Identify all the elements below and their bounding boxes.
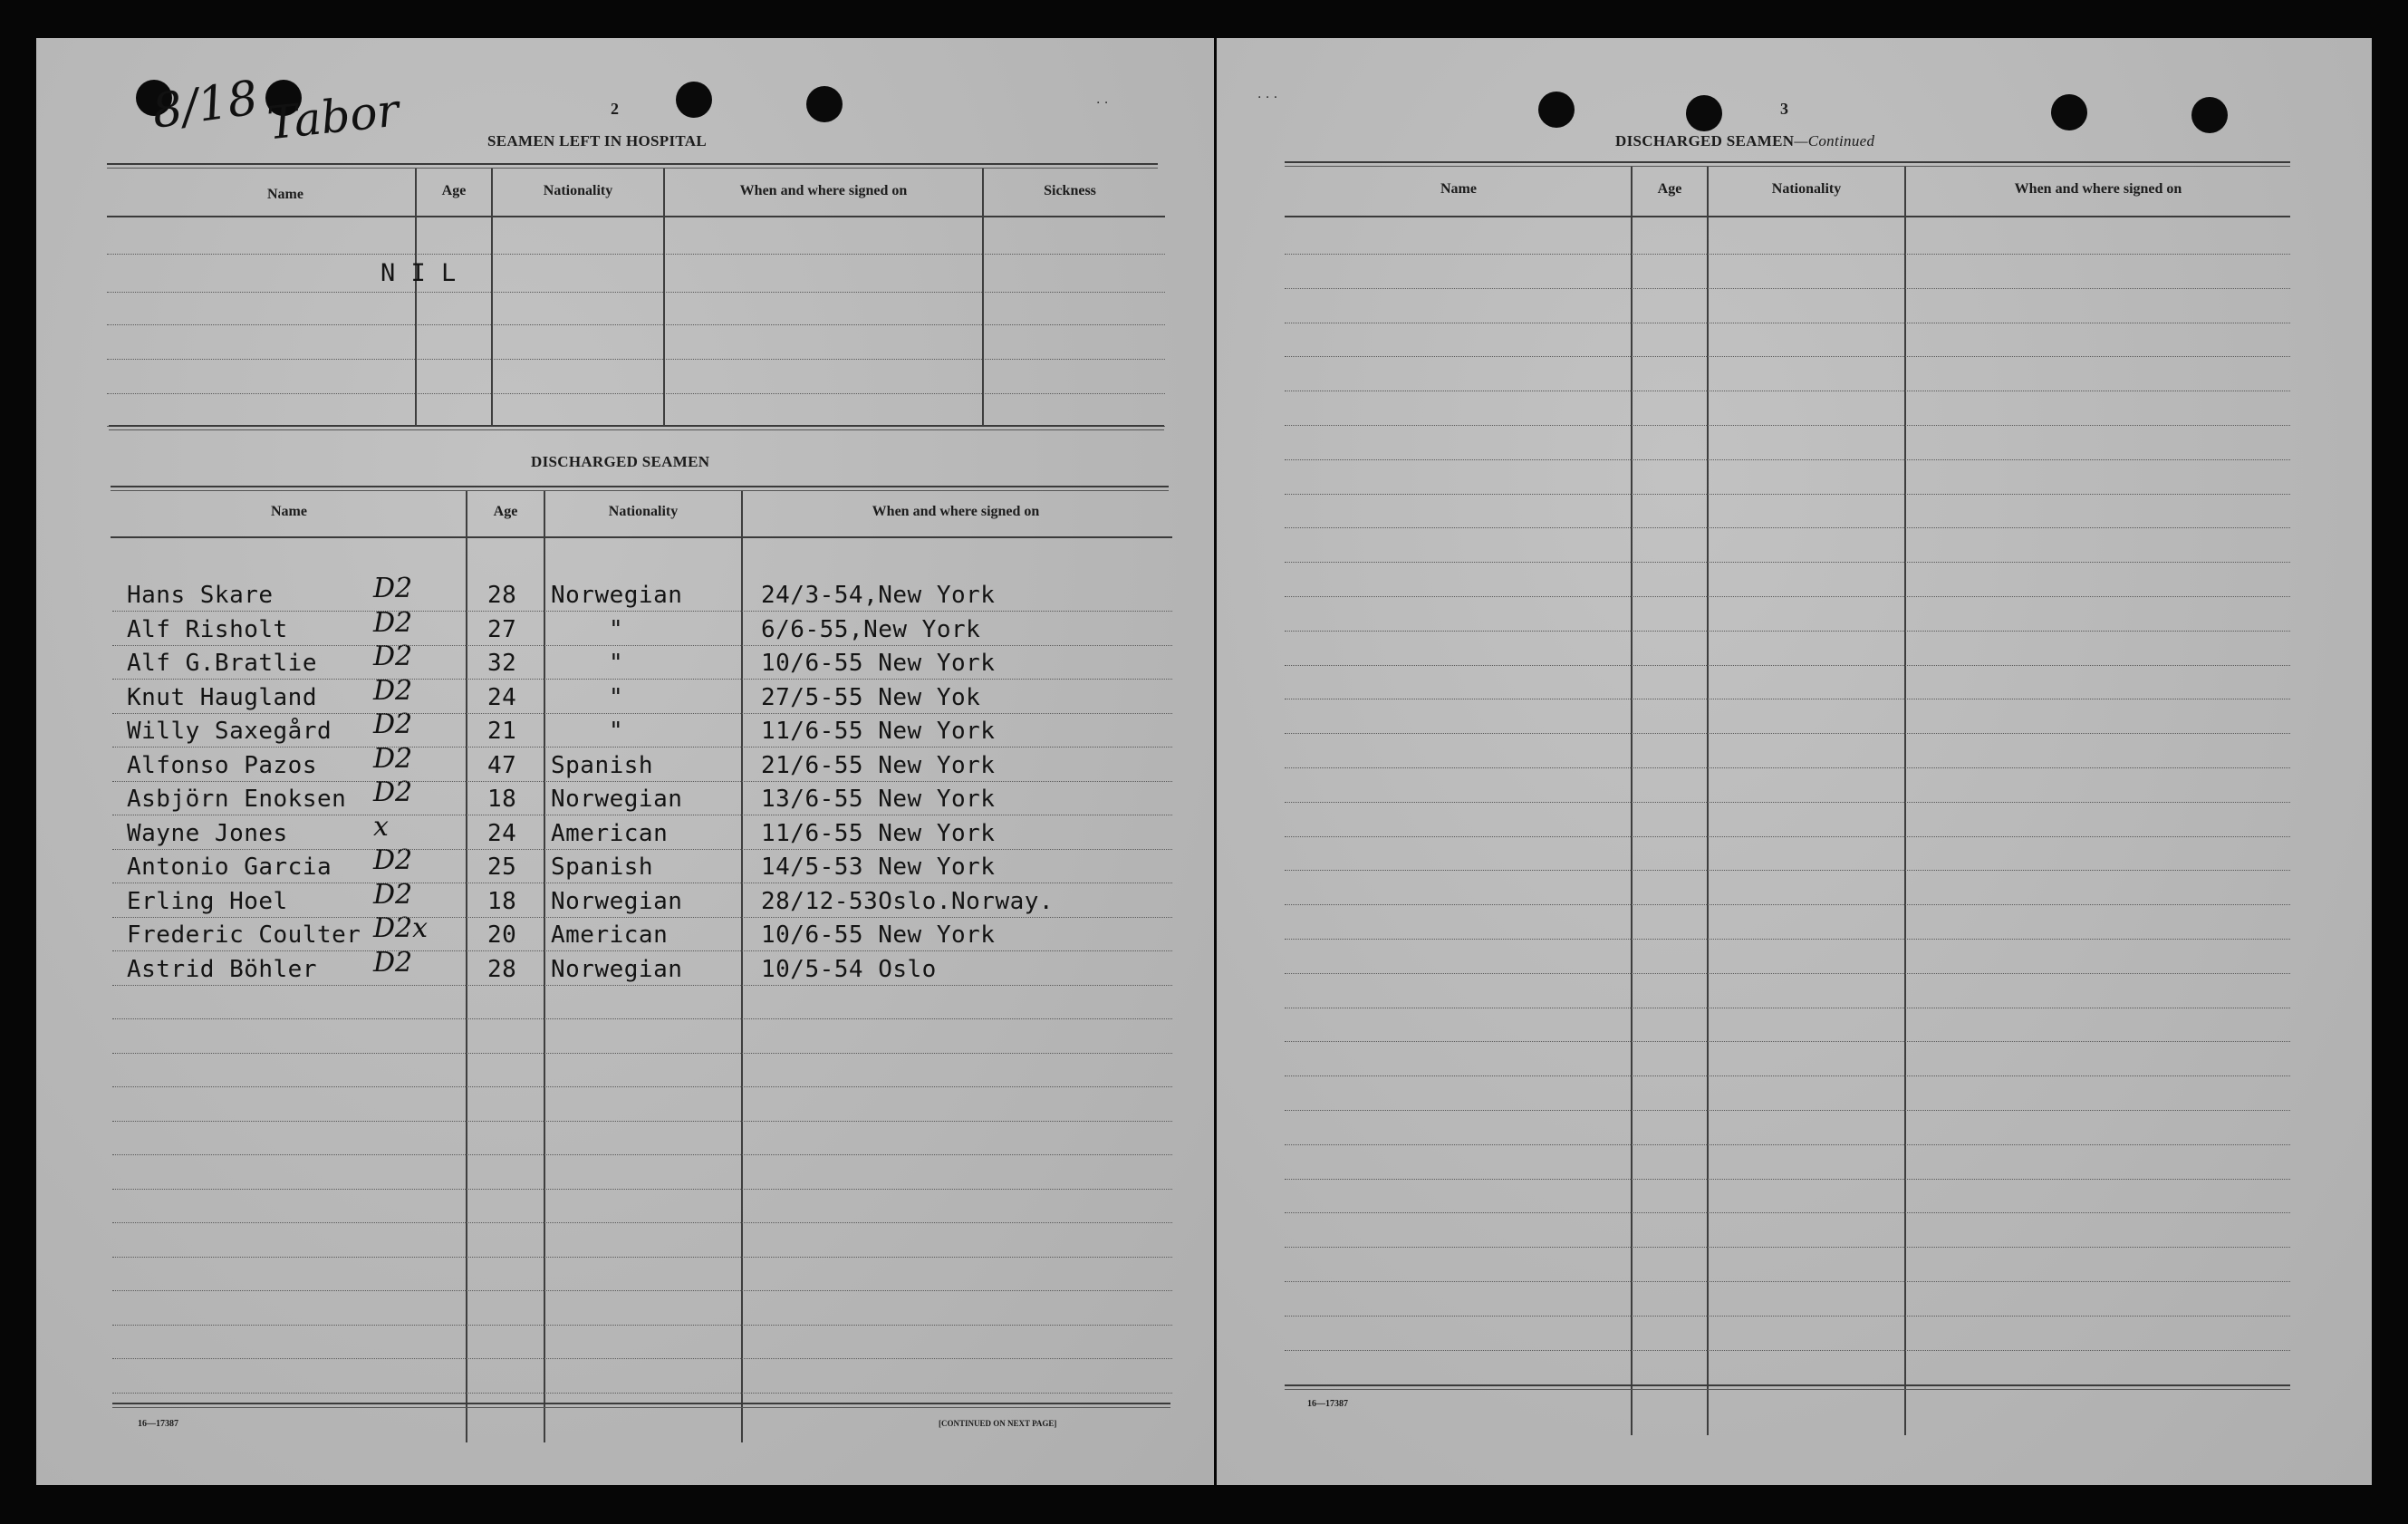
row-rule: [1285, 904, 2290, 905]
row-rule: [1285, 1316, 2290, 1317]
col-header-name: Name: [271, 504, 307, 519]
col-header-age: Age: [493, 504, 518, 519]
row-rule: [112, 1086, 1172, 1087]
discharge-mark: D2: [373, 573, 413, 604]
row-rule: [112, 1393, 1172, 1394]
row-rule: [1285, 254, 2290, 255]
row-rule: [1285, 870, 2290, 871]
seaman-name: Alf Risholt: [127, 615, 288, 643]
col-header-sickness: Sickness: [1044, 183, 1096, 198]
rule: [111, 486, 1169, 487]
rule: [1285, 1384, 2290, 1386]
seaman-age: 32: [487, 650, 517, 677]
page-specks: · ·: [1096, 96, 1109, 111]
seaman-nationality: ": [609, 615, 624, 643]
column-rule: [491, 169, 493, 426]
row-rule: [1285, 1247, 2290, 1248]
punch-hole: [806, 86, 843, 122]
left-page: [36, 38, 1214, 1485]
seaman-name: Alf G.Bratlie: [127, 650, 317, 677]
row-rule: [112, 1257, 1172, 1258]
row-rule: [1285, 631, 2290, 632]
rule: [1285, 1389, 2290, 1390]
seaman-age: 25: [487, 854, 517, 881]
rule: [1285, 166, 2290, 167]
row-rule: [1285, 1212, 2290, 1213]
signed-on: 27/5-55 New Yok: [761, 683, 981, 711]
col-header-name: Name: [1440, 181, 1477, 197]
discharge-mark: D2: [373, 844, 413, 876]
seaman-age: 21: [487, 718, 517, 745]
row-rule: [1285, 425, 2290, 426]
rule: [112, 1403, 1170, 1404]
row-rule: [112, 747, 1172, 748]
discharged-title: DISCHARGED SEAMEN: [531, 453, 710, 470]
seaman-age: 18: [487, 786, 517, 813]
row-rule: [112, 611, 1172, 612]
rule: [107, 324, 1165, 325]
seaman-nationality: Norwegian: [551, 582, 683, 609]
seaman-name: Alfonso Pazos: [127, 751, 317, 779]
row-rule: [1285, 1281, 2290, 1282]
discharge-mark: D2: [373, 742, 413, 775]
page-number: 2: [611, 100, 619, 118]
hospital-entry: N I L: [380, 259, 457, 287]
seaman-nationality: Norwegian: [551, 786, 683, 813]
page-specks: · · ·: [1257, 91, 1278, 105]
col-header-signed-on: When and where signed on: [872, 504, 1040, 519]
hospital-title: SEAMEN LEFT IN HOSPITAL: [487, 132, 707, 150]
discharge-mark: D2: [373, 709, 413, 740]
signed-on: 10/6-55 New York: [761, 921, 996, 949]
continued-note: [CONTINUED ON NEXT PAGE]: [939, 1419, 1057, 1428]
discharge-mark: D2: [373, 641, 413, 672]
col-header-nationality: Nationality: [1771, 181, 1842, 197]
seaman-age: 47: [487, 751, 517, 779]
row-rule: [112, 1154, 1172, 1155]
punch-hole: [1686, 95, 1722, 131]
row-rule: [112, 713, 1172, 714]
col-header-name: Name: [267, 187, 303, 202]
row-rule: [1285, 665, 2290, 666]
signed-on: 10/6-55 New York: [761, 650, 996, 677]
seaman-name: Frederic Coulter: [127, 921, 361, 949]
discharge-mark: D2: [373, 878, 413, 911]
seaman-nationality: ": [609, 650, 624, 677]
row-rule: [1285, 288, 2290, 289]
seaman-nationality: American: [551, 819, 669, 847]
signed-on: 28/12-53Oslo.Norway.: [761, 887, 1055, 915]
rule: [109, 425, 1164, 427]
seaman-age: 27: [487, 615, 517, 643]
rule: [1285, 216, 2290, 217]
discharge-mark: D2: [373, 606, 413, 639]
rule: [112, 1407, 1170, 1408]
rule: [107, 292, 1165, 293]
discharge-mark: x: [373, 810, 389, 843]
row-rule: [112, 1189, 1172, 1190]
rule: [107, 216, 1165, 217]
seaman-name: Hans Skare: [127, 582, 274, 609]
discharge-mark: D2: [373, 946, 413, 979]
seaman-age: 18: [487, 887, 517, 915]
seaman-age: 24: [487, 683, 517, 711]
signed-on: 6/6-55,New York: [761, 615, 981, 643]
row-rule: [1285, 733, 2290, 734]
seaman-nationality: Norwegian: [551, 955, 683, 983]
seaman-name: Asbjörn Enoksen: [127, 786, 347, 813]
col-header-age: Age: [1657, 181, 1682, 197]
rule: [107, 163, 1158, 165]
signed-on: 11/6-55 New York: [761, 819, 996, 847]
column-rule: [982, 169, 984, 426]
page-number: 3: [1780, 100, 1788, 118]
row-rule: [112, 1053, 1172, 1054]
rule: [107, 359, 1165, 360]
row-rule: [1285, 494, 2290, 495]
punch-hole: [2191, 97, 2228, 133]
form-number: 16—17387: [138, 1419, 178, 1429]
signed-on: 14/5-53 New York: [761, 854, 996, 881]
row-rule: [112, 1358, 1172, 1359]
row-rule: [112, 1222, 1172, 1223]
seaman-nationality: Spanish: [551, 751, 654, 779]
column-rule: [466, 491, 467, 1442]
rule: [111, 536, 1172, 538]
seaman-name: Erling Hoel: [127, 887, 288, 915]
rule: [107, 168, 1158, 169]
row-rule: [112, 917, 1172, 918]
row-rule: [1285, 1144, 2290, 1145]
row-rule: [1285, 596, 2290, 597]
column-rule: [544, 491, 545, 1442]
seaman-name: Astrid Böhler: [127, 955, 317, 983]
col-header-signed-on: When and where signed on: [739, 183, 908, 198]
row-rule: [112, 645, 1172, 646]
signed-on: 13/6-55 New York: [761, 786, 996, 813]
punch-hole: [2051, 94, 2087, 130]
seaman-nationality: ": [609, 718, 624, 745]
seaman-name: Knut Haugland: [127, 683, 317, 711]
seaman-name: Wayne Jones: [127, 819, 288, 847]
row-rule: [112, 1018, 1172, 1019]
discharge-mark: D2x: [373, 912, 429, 944]
row-rule: [112, 950, 1172, 951]
signed-on: 21/6-55 New York: [761, 751, 996, 779]
seaman-nationality: American: [551, 921, 669, 949]
title-suffix: —Continued: [1794, 132, 1875, 150]
title-text: DISCHARGED SEAMEN: [1615, 132, 1795, 150]
handwritten-word: Tabor: [265, 83, 401, 150]
seaman-nationality: ": [609, 683, 624, 711]
seaman-name: Antonio Garcia: [127, 854, 332, 881]
row-rule: [1285, 562, 2290, 563]
punch-hole: [1538, 92, 1575, 128]
seaman-nationality: Spanish: [551, 854, 654, 881]
signed-on: 11/6-55 New York: [761, 718, 996, 745]
row-rule: [112, 849, 1172, 850]
seaman-name: Willy Saxegård: [127, 718, 332, 745]
signed-on: 24/3-54,New York: [761, 582, 996, 609]
row-rule: [112, 1325, 1172, 1326]
column-rule: [741, 491, 743, 1442]
row-rule: [1285, 459, 2290, 460]
signed-on: 10/5-54 Oslo: [761, 955, 937, 983]
column-rule: [663, 169, 665, 426]
seaman-age: 28: [487, 582, 517, 609]
discharge-mark: D2: [373, 674, 413, 707]
rule: [1285, 161, 2290, 163]
seaman-age: 20: [487, 921, 517, 949]
seaman-nationality: Norwegian: [551, 887, 683, 915]
row-rule: [112, 679, 1172, 680]
seaman-age: 28: [487, 955, 517, 983]
seaman-age: 24: [487, 819, 517, 847]
row-rule: [1285, 836, 2290, 837]
row-rule: [1285, 802, 2290, 803]
rule: [107, 393, 1165, 394]
rule: [107, 254, 1165, 255]
col-header-signed-on: When and where signed on: [2014, 181, 2182, 197]
row-rule: [1285, 767, 2290, 768]
row-rule: [112, 1121, 1172, 1122]
row-rule: [1285, 356, 2290, 357]
discharge-mark: D2: [373, 776, 413, 808]
row-rule: [1285, 1179, 2290, 1180]
row-rule: [112, 985, 1172, 986]
discharged-continued-title: [1615, 132, 1874, 150]
punch-hole: [676, 82, 712, 118]
right-page: [1217, 38, 2372, 1485]
handwritten-date: 8/18: [149, 71, 262, 140]
row-rule: [1285, 1041, 2290, 1042]
col-header-nationality: Nationality: [543, 183, 613, 198]
row-rule: [1285, 1075, 2290, 1076]
row-rule: [112, 781, 1172, 782]
row-rule: [1285, 939, 2290, 940]
row-rule: [1285, 1350, 2290, 1351]
rule: [109, 429, 1164, 430]
col-header-nationality: Nationality: [608, 504, 679, 519]
row-rule: [1285, 527, 2290, 528]
form-number: 16—17387: [1307, 1399, 1348, 1409]
rule: [111, 490, 1169, 491]
row-rule: [112, 1290, 1172, 1291]
row-rule: [1285, 1110, 2290, 1111]
col-header-age: Age: [441, 183, 467, 198]
row-rule: [1285, 973, 2290, 974]
column-rule: [415, 169, 417, 426]
